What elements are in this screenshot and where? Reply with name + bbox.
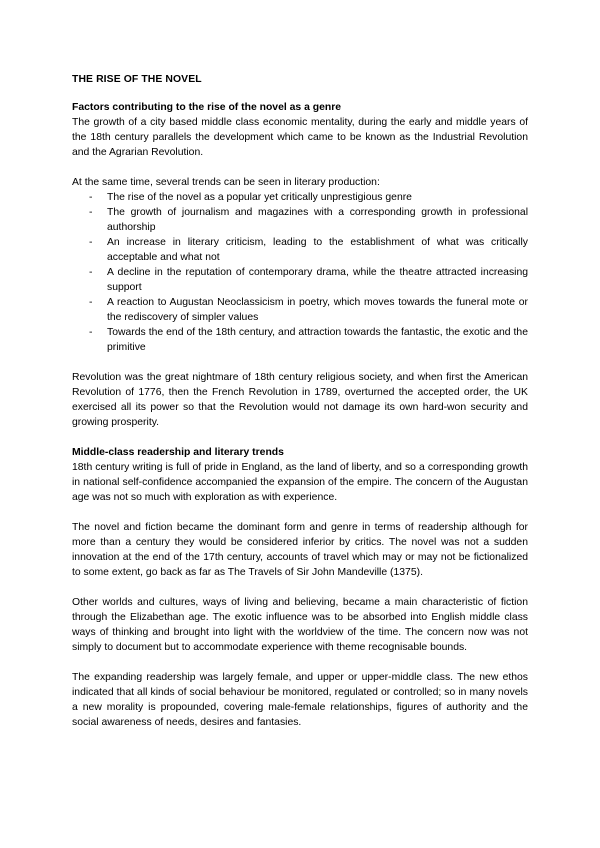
- list-item: - The growth of journalism and magazines with a corresponding growth in professional authorship: [107, 205, 528, 235]
- list-item: - Towards the end of the 18th century, and attraction towards the fantastic, the exotic and the primitive: [107, 325, 528, 355]
- trends-list: [72, 190, 528, 355]
- section-heading-factors: Factors contributing to the rise of the novel as a genre: [72, 102, 342, 113]
- paragraph-growth: The growth of a city based middle class economic mentality, during the early and middle years of the 18th century parallels the development which came to be known as the Industrial Revolution and the Agrarian Revolution.: [72, 117, 528, 158]
- list-item: - A reaction to Augustan Neoclassicism in poetry, which moves towards the funeral mote or the rediscovery of simpler values: [107, 295, 528, 325]
- document-page: [72, 72, 528, 745]
- list-item: - The rise of the novel as a popular yet critically unprestigious genre: [107, 190, 528, 205]
- paragraph-revolution: Revolution was the great nightmare of 18th century religious society, and when first the American Revolution of 1776, then the French Revolution in 1789, overturned the accepted order, the UK exercised all its power so that the Revolution would not damage its own hard-won security and growing prosperity.: [72, 372, 528, 428]
- paragraph-other-worlds: Other worlds and cultures, ways of living and believing, became a main characteristic of fiction through the Elizabethan age. The exotic influence was to be absorbed into English middle class ways of thinking and brought into light with the worldview of the time. The concern now was not simply to document but to accommodate experience with theme recognisable bounds.: [72, 597, 528, 653]
- list-item: - A decline in the reputation of contemporary drama, while the theatre attracted increasing support: [107, 265, 528, 295]
- paragraph-trends-intro: At the same time, several trends can be seen in literary production:: [72, 177, 380, 188]
- paragraph-readership: The expanding readership was largely female, and upper or upper-middle class. The new ethos indicated that all kinds of social behaviour be monitored, regulated or controlled; so in many novels a new morality is propounded, covering male-female relationships, figures of authority and the social awareness of needs, desires and fantasies.: [72, 672, 528, 728]
- section-heading-readership: Middle-class readership and literary trends: [72, 447, 284, 458]
- paragraph-dominant-form: The novel and fiction became the dominant form and genre in terms of readership although for more than a century they would be considered inferior by critics. The novel was not a sudden innovation at the end of the 17th century, accounts of travel which may or may not be fictionalized to some extent, go back as far as The Travels of Sir John Mandeville (1375).: [72, 522, 528, 578]
- list-item: - An increase in literary criticism, leading to the establishment of what was critically acceptable and what not: [107, 235, 528, 265]
- paragraph-pride: 18th century writing is full of pride in England, as the land of liberty, and so a corresponding growth in national self-confidence accompanied the expansion of the empire. The concern of the Augustan age was not so much with exploration as with experience.: [72, 462, 528, 503]
- document-title: THE RISE OF THE NOVEL: [72, 74, 202, 85]
